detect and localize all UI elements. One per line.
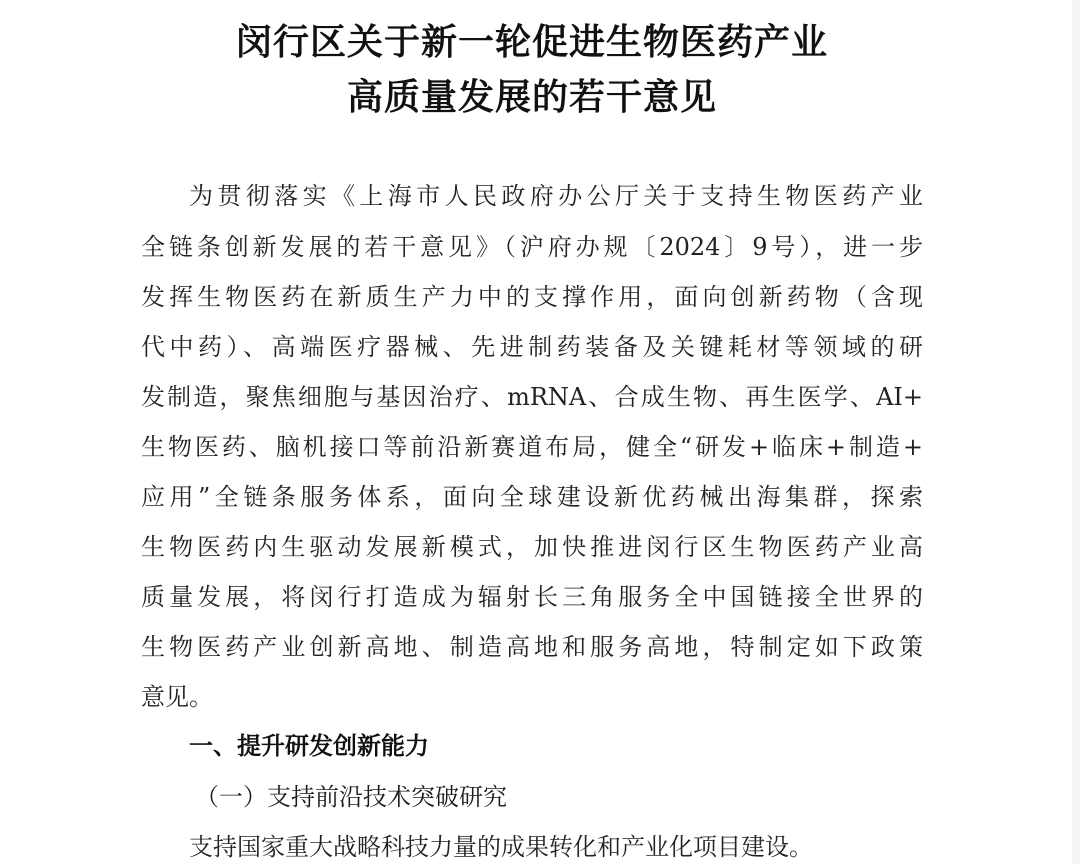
intro-paragraph-line-2: 全链条创新发展的若干意见》（沪府办规〔2024〕9号），进一步	[141, 233, 923, 261]
intro-paragraph-line-9: 质量发展，将闵行打造成为辐射长三角服务全中国链接全世界的	[141, 583, 923, 611]
page-edge-shadow	[1072, 0, 1080, 864]
document-title-line-2: 高质量发展的若干意见	[346, 77, 717, 118]
intro-paragraph-line-4: 代中药）、高端医疗器械、先进制药装备及关键耗材等领域的研	[141, 333, 923, 361]
intro-paragraph-line-11: 意见。	[141, 683, 213, 711]
document-title-line-1: 闵行区关于新一轮促进生物医药产业	[235, 22, 828, 63]
intro-paragraph-line-1: 为贯彻落实《上海市人民政府办公厅关于支持生物医药产业	[189, 182, 923, 210]
intro-paragraph-line-6: 生物医药、脑机接口等前沿新赛道布局，健全“研发+临床+制造+	[141, 433, 923, 461]
section-heading: 一、提升研发创新能力	[189, 732, 429, 760]
intro-paragraph-line-5: 发制造，聚焦细胞与基因治疗、mRNA、合成生物、再生医学、AI+	[141, 383, 923, 411]
intro-paragraph-line-8: 生物医药内生驱动发展新模式，加快推进闵行区生物医药产业高	[141, 533, 923, 561]
intro-paragraph-line-10: 生物医药产业创新高地、制造高地和服务高地，特制定如下政策	[141, 633, 923, 661]
intro-paragraph-line-3: 发挥生物医药在新质生产力中的支撑作用，面向创新药物（含现	[141, 283, 923, 311]
subsection-body-line-1: 支持国家重大战略科技力量的成果转化和产业化项目建设。	[189, 833, 813, 861]
intro-paragraph-line-7: 应用”全链条服务体系，面向全球建设新优药械出海集群，探索	[141, 483, 923, 511]
subsection-heading: （一）支持前沿技术突破研究	[195, 783, 507, 811]
